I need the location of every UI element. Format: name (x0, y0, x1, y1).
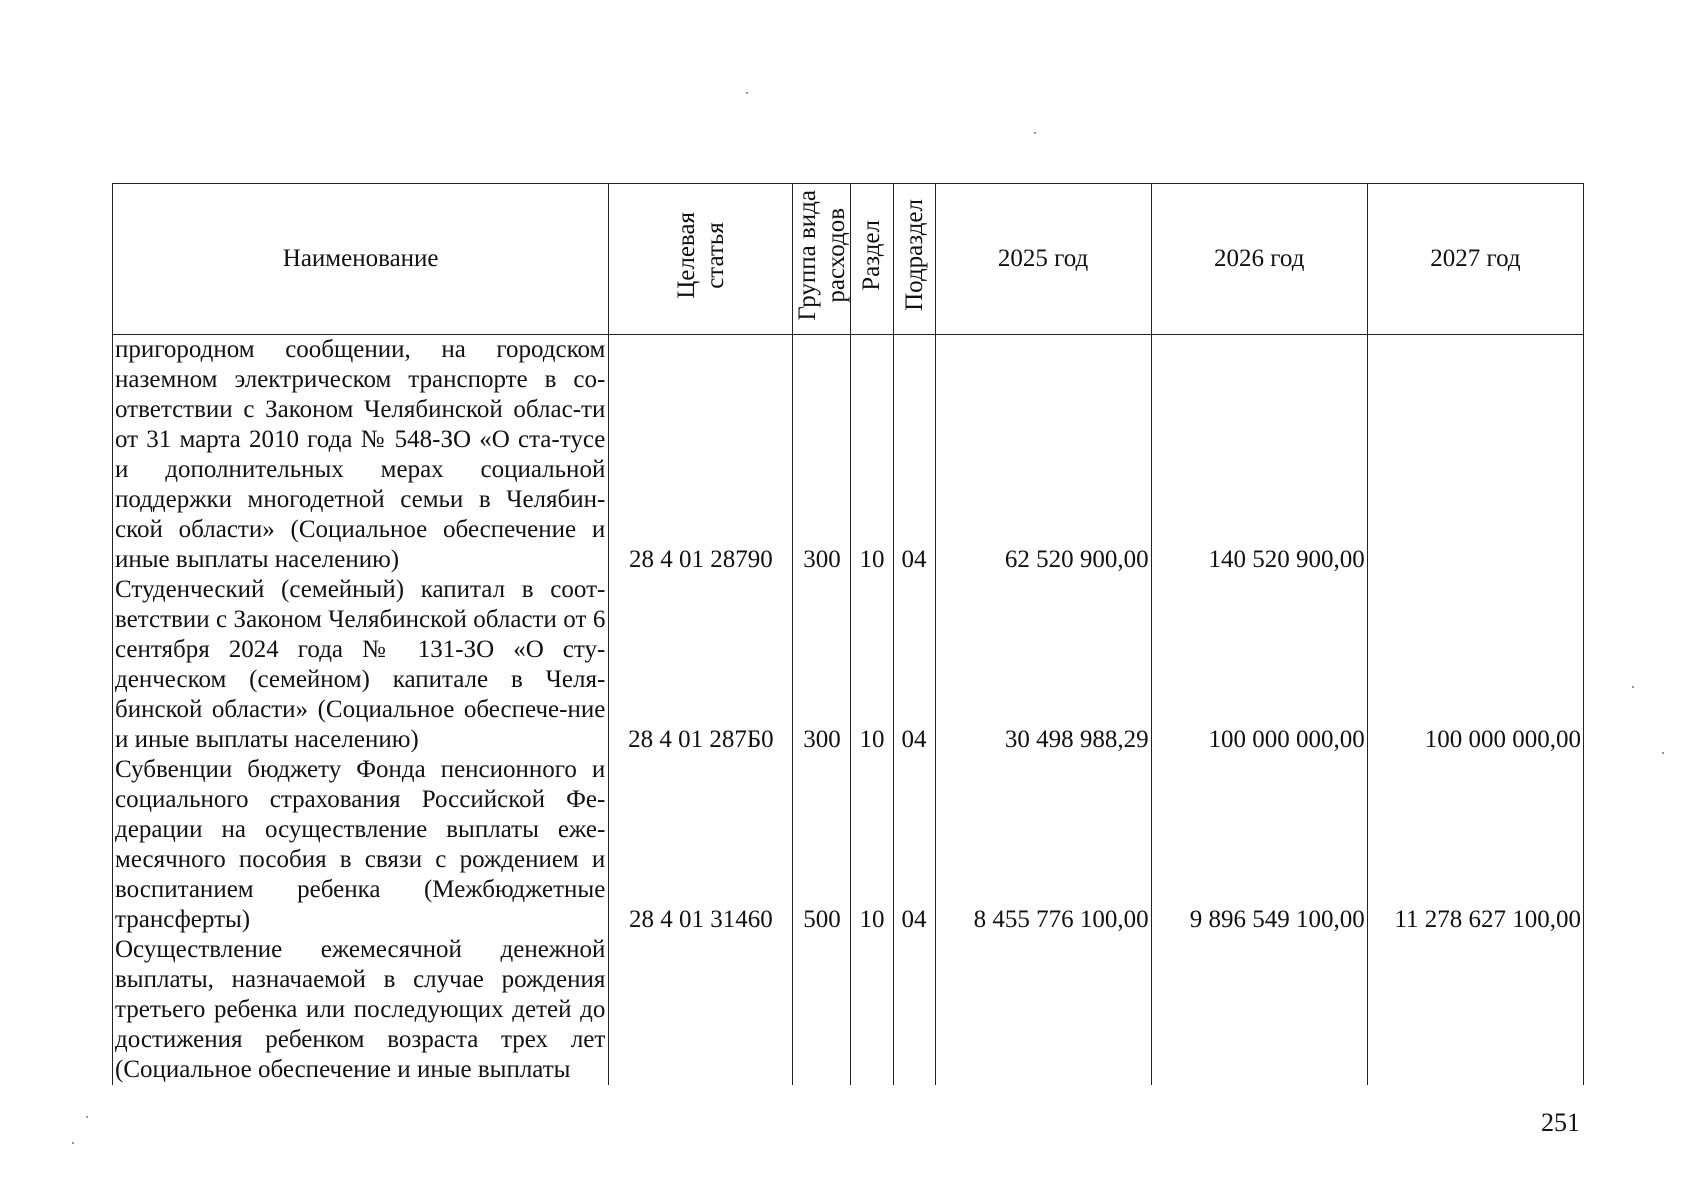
budget-table (112, 183, 1584, 1085)
row-amount-2027 (1367, 335, 1583, 576)
header-expense-group-label (793, 190, 851, 321)
header-year-2027 (1367, 184, 1583, 335)
scan-speck (1034, 132, 1036, 134)
row-subsection: 04 (893, 575, 935, 755)
row-amount-2026: 100 000 000,00 (1151, 575, 1367, 755)
row-amount-2025: 30 498 988,29 (935, 575, 1151, 755)
row-target-article: 28 4 01 31460 (609, 755, 793, 935)
row-section: 10 (851, 575, 893, 755)
row-expense-group (793, 935, 851, 1085)
row-amount-2026: 140 520 900,00 (1151, 335, 1367, 576)
header-year-2027-label: 2027 год (1430, 245, 1521, 272)
header-year-2026-label: 2026 год (1214, 245, 1305, 272)
row-expense-group: 300 (793, 575, 851, 755)
row-section: 10 (851, 335, 893, 576)
row-target-article: 28 4 01 28790 (609, 335, 793, 576)
header-year-2025 (935, 184, 1151, 335)
table-row (113, 755, 1584, 935)
header-name (113, 184, 609, 335)
row-target-article: 28 4 01 287Б0 (609, 575, 793, 755)
page-number: 251 (1541, 1108, 1580, 1137)
header-section (851, 184, 893, 335)
header-expense-group (793, 184, 851, 335)
table-header-row (113, 184, 1584, 335)
row-amount-2026 (1151, 935, 1367, 1085)
header-subsection (893, 184, 935, 335)
scan-speck (1632, 686, 1634, 688)
header-target-article (609, 184, 793, 335)
header-subsection-label: Подраздел (900, 199, 928, 311)
table-row (113, 575, 1584, 755)
scan-speck (86, 1116, 88, 1118)
table-row (113, 935, 1584, 1085)
row-subsection (893, 935, 935, 1085)
row-amount-2027: 11 278 627 100,00 (1367, 755, 1583, 935)
header-target-article-line2: статья (701, 221, 729, 289)
row-expense-group: 300 (793, 335, 851, 576)
row-name: Осуществление ежемесячной денежной выплаты, назначаемой в случае рождения третьего ребенка или последующих детей до достижения ребенком возраста трех лет (Социальное обеспечение и иные выплаты (113, 935, 609, 1085)
row-subsection: 04 (893, 335, 935, 576)
row-name: пригородном сообщении, на городском наземном электрическом транспорте в со-ответствии с Законом Челябинской облас-ти от 31 марта 2010 года № 548-ЗО «О ста-тусе и дополнительных мерах социальной поддержки многодетной семьи в Челябин-ской области» (Социальное обеспечение и иные выплаты населению) (113, 335, 609, 576)
header-name-label: Наименование (282, 245, 439, 272)
row-name: Студенческий (семейный) капитал в соот-ветствии с Законом Челябинской области от 6 сентября 2024 года № 131-ЗО «О сту-денческом (семейном) капитале в Челя-бинской области» (Социальное обеспече-ние и иные выплаты населению) (113, 575, 609, 755)
row-amount-2027 (1367, 935, 1583, 1085)
row-section: 10 (851, 755, 893, 935)
header-expense-group-line2: расходов (823, 207, 851, 303)
header-year-2026 (1151, 184, 1367, 335)
row-subsection: 04 (893, 755, 935, 935)
header-target-article-line1: Целевая (672, 211, 700, 299)
header-year-2025-label: 2025 год (997, 245, 1089, 272)
header-section-label: Раздел (858, 219, 886, 291)
scan-speck (72, 1142, 74, 1144)
row-section (851, 935, 893, 1085)
row-target-article (609, 935, 793, 1085)
row-amount-2025: 8 455 776 100,00 (935, 755, 1151, 935)
scan-speck (1662, 752, 1664, 754)
table-row (113, 335, 1584, 576)
row-amount-2026: 9 896 549 100,00 (1151, 755, 1367, 935)
row-amount-2025: 62 520 900,00 (935, 335, 1151, 576)
header-expense-group-line1: Группа вида (794, 189, 822, 321)
row-amount-2025 (935, 935, 1151, 1085)
header-target-article-label (672, 212, 730, 299)
row-amount-2027: 100 000 000,00 (1367, 575, 1583, 755)
row-expense-group: 500 (793, 755, 851, 935)
row-name: Субвенции бюджету Фонда пенсионного и социального страхования Российской Фе-дерации на осуществление выплаты еже-месячного пособия в связи с рождением и воспитанием ребенка (Межбюджетные трансферты) (113, 755, 609, 935)
scan-speck (746, 92, 748, 94)
